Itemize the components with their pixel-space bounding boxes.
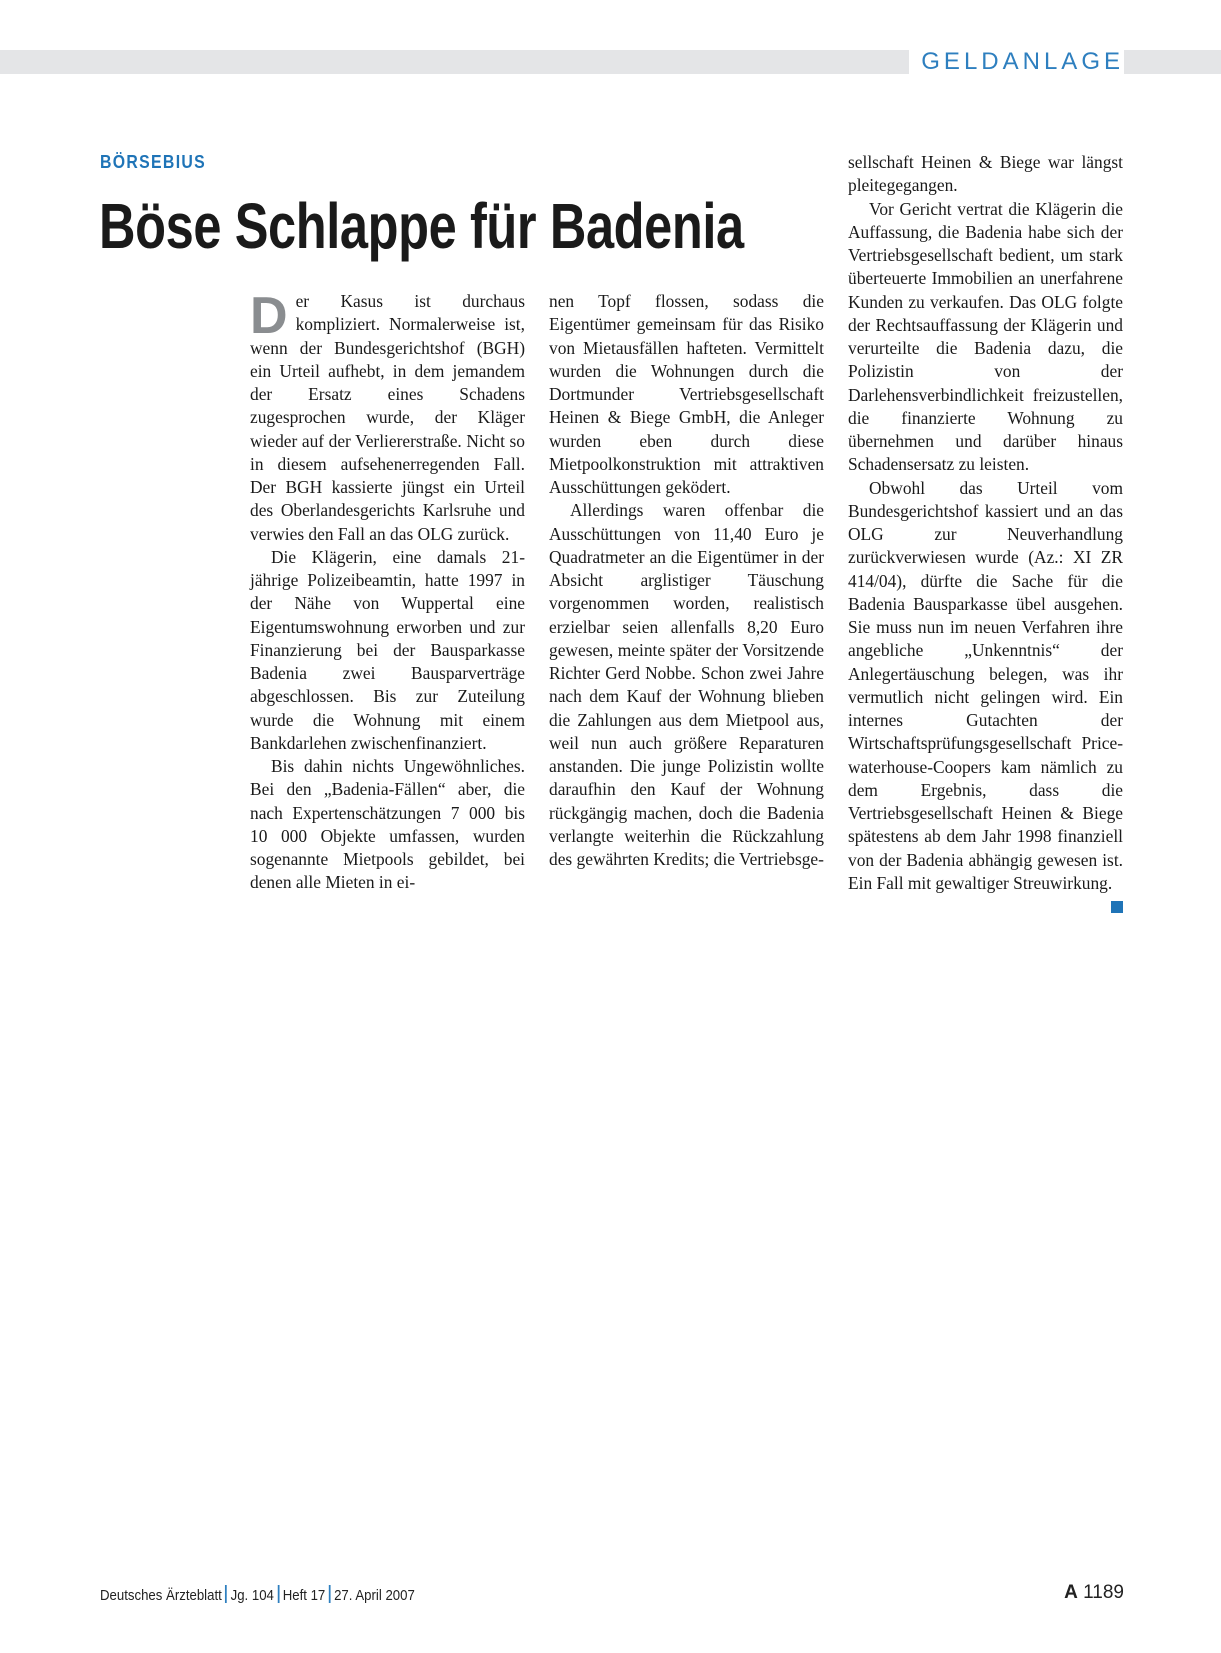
paragraph: nen Topf flossen, sodass die Eigentümer gemeinsam für das Risiko von Mietausfällen hafteten. Vermittelt wurden die Wohnungen durch die Dortmunder Vertriebsgesellschaft Heinen & Biege GmbH, die Anleger wurden eben durch diese Mietpoolkonstruktion mit attraktiven Ausschüttungen geködert. [549, 291, 824, 497]
paragraph-text: Obwohl das Urteil vom Bundesgerichtshof kassiert und an das OLG zur Neuverhandlung zurückverwiesen wurde (Az.: XI ZR 414/04), dürfte die Sache für die Badenia Bausparkasse übel ausgehen. Sie muss nun im neuen Verfahren ihre angebliche „Unkenntnis“ der Anlegertäuschung belegen, was ihr vermutlich nicht gelingen wird. Ein internes Gutachten der Wirtschaftsprüfungsgesellschaft Price-waterhouse-Coopers kam nämlich zu dem Ergebnis, dass die Vertriebsgesellschaft Heinen & Biege spätestens ab dem Jahr 1998 finanziell von der Badenia abhängig gewesen ist. Ein Fall mit gewaltiger Streuwirkung. [848, 477, 1123, 893]
paragraph: Vor Gericht vertrat die Klägerin die Auffassung, die Badenia habe sich der Vertriebsgesellschaft bedient, um stark überteuerte Immobilien an unerfahrene Kunden zu verkaufen. Das OLG folgte der Rechtsauffassung der Klägerin und verurteilte die Badenia dazu, die Polizistin von der Darlehensverbindlichkeit freizustellen, die finanzierte Wohnung zu übernehmen und darüber hinaus Schadensersatz zu leisten. [848, 198, 1123, 475]
paragraph [848, 477, 1123, 896]
article-column-1 [250, 287, 525, 895]
footer-date: 27. April 2007 [334, 1587, 415, 1604]
end-mark-icon [1111, 901, 1123, 913]
footer-citation [100, 1585, 415, 1604]
divider [225, 1585, 227, 1603]
article-headline: Böse Schlappe für Badenia [99, 190, 744, 262]
footer-issue: Heft 17 [282, 1587, 326, 1604]
paragraph [250, 287, 525, 546]
article-column-2 [549, 290, 824, 871]
paragraph: Allerdings waren offenbar die Ausschüttungen von 11,40 Euro je Quadratmeter an die Eigentümer in der Absicht arglistiger Täuschung vorgenommen worden, realistisch erzielbar seien allenfalls 8,20 Euro gewesen, meinte später der Vorsitzende Richter Gerd Nobbe. Schon zwei Jahre nach dem Kauf der Wohnung blieben die Zahlungen aus dem Mietpool aus, weil nun auch größere Reparaturen anstanden. Die junge Polizistin wollte daraufhin den Kauf der Wohnung rückgängig machen, doch die Badenia verlangte weiterhin die Rückzahlung des gewährten Kredits; die Vertriebsge- [549, 500, 824, 869]
divider [277, 1585, 279, 1603]
article-column-3 [848, 151, 1123, 913]
footer-publication: Deutsches Ärzteblatt [100, 1587, 222, 1604]
paragraph: sellschaft Heinen & Biege war längst pleitegegangen. [848, 152, 1123, 196]
section-label: GELDANLAGE [909, 46, 1124, 78]
divider [329, 1585, 331, 1603]
page-prefix: A [1064, 1582, 1078, 1603]
paragraph: Die Klägerin, eine damals 21-jährige Polizeibeamtin, hatte 1997 in der Nähe von Wuppertal eine Eigentumswohnung erworben und zur Finanzierung bei der Bausparkasse Badenia zwei Bausparverträge abgeschlossen. Bis zur Zuteilung wurde die Wohnung mit einem Bankdarlehen zwischenfinanziert. [250, 546, 525, 753]
page-footer [100, 1582, 1124, 1607]
article-kicker: BÖRSEBIUS [100, 152, 207, 172]
page-number-value: 1189 [1083, 1582, 1124, 1603]
paragraph-text: er Kasus ist durchaus kompliziert. Normalerweise ist, wenn der Bundesgerichtshof (BGH) ein Urteil aufhebt, in dem jemandem der Ersatz eines Schadens zugesprochen wurde, der Kläger wieder auf der Verliererstraße. Nicht so in diesem aufsehenerregenden Fall. Der BGH kassierte jüngst ein Urteil des Oberlandesgerichts Karlsruhe und verwies den Fall an das OLG zurück. [250, 291, 525, 544]
page-number [1064, 1582, 1124, 1604]
drop-cap: D [250, 287, 288, 345]
paragraph: Bis dahin nichts Ungewöhnliches. Bei den „Badenia-Fällen“ aber, die nach Expertenschätzungen 7 000 bis 10 000 Objekte umfassen, wurden sogenannte Mietpools gebildet, bei denen alle Mieten in ei- [250, 756, 525, 893]
footer-volume: Jg. 104 [230, 1587, 274, 1604]
